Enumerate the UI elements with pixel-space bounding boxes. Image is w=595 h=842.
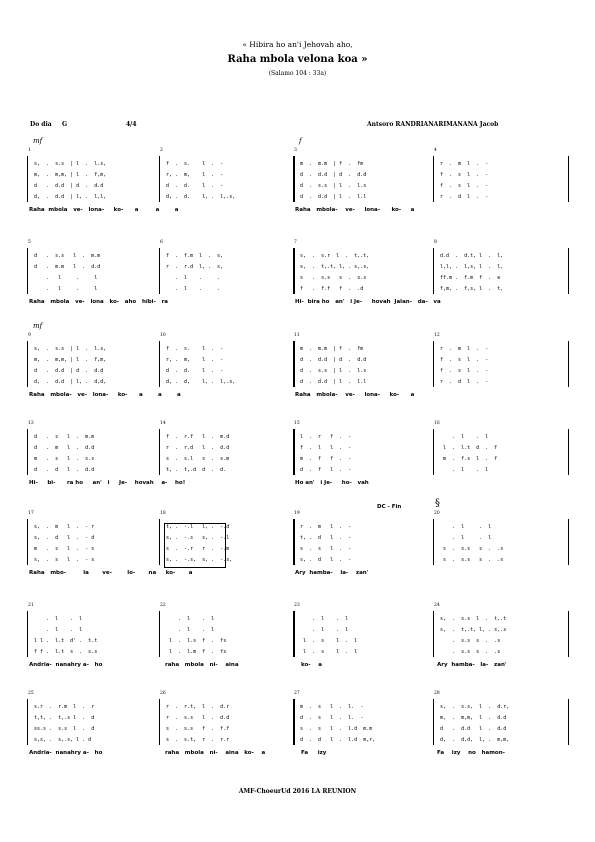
solfa-notes: s, . s.s | l . l.s, m, . m,m, | l . f,m, d . d.d | d . d.d d, . d.d | l, . l,l, xyxy=(34,161,107,200)
barline xyxy=(568,611,569,657)
lyrics-line: raha mbola ni- aina xyxy=(165,662,239,668)
barline xyxy=(293,341,294,387)
solfa-notes: t, . -.l l, . -.d s, . -.s s, . -.l s . -.r r . -.m s, . -.s, s, . -.s, xyxy=(166,524,233,563)
score-system xyxy=(27,691,572,761)
solfa-notes: r . r.t, l . d.r r . s.s l . d.d s . s.s f . f.f s . s.t, r . r.r xyxy=(166,704,230,743)
barline xyxy=(433,341,434,387)
measure xyxy=(159,421,295,481)
lyrics-line: Hi- bira ho an' i Je- hovah Jalan- da- va xyxy=(295,299,441,305)
barline xyxy=(433,156,434,202)
measure xyxy=(27,137,163,208)
measure-number: 28 xyxy=(434,691,440,696)
measure xyxy=(433,603,569,663)
solfa-notes: s, . s.s | l . l.s, m, . m,m, | l . f,m, d . d.d | d . d.d d, . d.d | l, . d,d, xyxy=(34,346,107,385)
measure xyxy=(293,240,429,300)
scripture-reference: (Salamo 104 : 33a) xyxy=(268,70,327,77)
measure-number: 9 xyxy=(28,333,31,338)
measure-number: 11 xyxy=(294,333,300,338)
score-system xyxy=(27,240,572,310)
measure-number: 13 xyxy=(28,421,34,426)
measure xyxy=(27,240,163,300)
barline xyxy=(159,248,160,294)
measure-number: 22 xyxy=(160,603,166,608)
lyrics-line: ko- a xyxy=(301,662,322,668)
measure xyxy=(433,148,569,208)
measure-number: 21 xyxy=(28,603,34,608)
measure xyxy=(433,240,569,300)
measure-number: 20 xyxy=(434,511,440,516)
measure-number: 27 xyxy=(294,691,300,696)
measure-number: 8 xyxy=(434,240,437,245)
key-label: Do dia xyxy=(30,121,52,128)
solfa-notes: s, . s.s l . t,.t s, . t,.t, l, . s,.s . s.s s . .s . s.s s . .s xyxy=(440,616,507,655)
score-system xyxy=(27,603,572,673)
solfa-notes: s.r . r.m l . r t,t, . t,.s l . d ss.s . s.s l . d s,s, . s,.s, l . d xyxy=(34,704,95,743)
measure-number: 23 xyxy=(294,603,300,608)
barline xyxy=(568,156,569,202)
measure xyxy=(433,498,569,571)
barline xyxy=(433,699,434,745)
dynamic-marking: f xyxy=(299,137,302,145)
measure-number: 16 xyxy=(434,421,440,426)
solfa-notes: d.d . d.t, l . l, l,l, . l,s, l . l, ff.m . f.m f . e f,m, . f,s, l . t, xyxy=(440,253,504,292)
barline xyxy=(433,429,434,475)
measure xyxy=(433,691,569,751)
solfa-notes: d . s l . m.m d . m l . d.d m . s l . s.s d . d l . d.d xyxy=(34,434,95,473)
measure-number: 14 xyxy=(160,421,166,426)
barline xyxy=(159,611,160,657)
measure xyxy=(27,322,163,393)
solfa-notes: r . m l . - t, . d l . - s . s l . - s, . d l . - xyxy=(300,524,352,563)
lyrics-line: Raha mbola- ve- lona- ko- a xyxy=(295,392,415,398)
header-line-1: « Hibira ho an'i Jehovah aho, xyxy=(242,40,353,49)
measure xyxy=(293,603,429,663)
solfa-notes: m . m.m | f . fm d . d.d | d . d.d d . s.s | l . l.s d . d.d | l . l.l xyxy=(300,161,367,200)
measure-number: 4 xyxy=(434,148,437,153)
measure xyxy=(159,240,295,300)
score-system xyxy=(27,137,572,218)
measure xyxy=(27,421,163,481)
lyrics-line: Raha mbola- ve- lona- ko- a xyxy=(295,207,415,213)
measure-number: 7 xyxy=(294,240,297,245)
measure-number: 17 xyxy=(28,511,34,516)
time-signature: 4/4 xyxy=(126,121,137,128)
barline xyxy=(27,429,28,475)
measure-number: 18 xyxy=(160,511,166,516)
measure xyxy=(293,137,429,208)
barline xyxy=(159,519,160,565)
lyrics-line: Raha mbola ve- lona ko- aho hibi- ra xyxy=(29,299,169,305)
lyrics-line: Andria- nanahry a- ho xyxy=(29,662,103,668)
barline xyxy=(27,156,28,202)
measure-number: 6 xyxy=(160,240,163,245)
solfa-notes: . l . l l . l.t d . f m . f.s l . f . l . l xyxy=(443,434,498,473)
measure-number: 24 xyxy=(434,603,440,608)
segno-icon: § xyxy=(435,498,440,509)
measure-number: 10 xyxy=(160,333,166,338)
score-system xyxy=(27,421,572,491)
barline xyxy=(159,429,160,475)
barline xyxy=(293,156,294,202)
measure-number: 26 xyxy=(160,691,166,696)
measure-number: 2 xyxy=(160,148,163,153)
lyrics-line: Hi- bi- ra ho an' i Je- hovah a- ho! xyxy=(29,480,186,486)
lyrics-line: raha mbola ni- aina ko- a xyxy=(165,750,266,756)
lyrics-line: Fa izy xyxy=(301,750,327,756)
measure xyxy=(159,333,295,393)
solfa-notes: . l . l . l . l l . l.s f . fs l . l.m f . fs xyxy=(169,616,227,655)
solfa-notes: r . m l . - f . s l . - f . s l . - r . d l . - xyxy=(440,346,489,385)
barline xyxy=(159,699,160,745)
measure xyxy=(159,691,295,751)
solfa-notes: m . m.m | f . fm d . d.d | d . d.d d . s.s | l . l.s d . d.d | l . l.l xyxy=(300,346,367,385)
key-value: G xyxy=(62,121,68,128)
measure xyxy=(27,511,163,571)
lyrics-line: Raha mbola- ve- lona- ko- a a a xyxy=(29,392,181,398)
measure-number: 25 xyxy=(28,691,34,696)
barline xyxy=(293,519,294,565)
solfa-notes: s, . s.s, l . d.r, m, . m,m, l . d.d d . d.d l . d.d d, . d,d, l, . m,m, xyxy=(440,704,510,743)
measure xyxy=(433,421,569,481)
solfa-notes: s, . m l . - r s, . d l . - d m . s l . - s s, . s l . - s xyxy=(34,524,95,563)
solfa-notes: s, . s.r l . t,.t, s, . t,.t, l, . s,.s, s . s.s s . s.s f . f.f f . .d xyxy=(300,253,370,292)
lyrics-line: Andria- nanahry a- ho xyxy=(29,750,103,756)
barline xyxy=(27,611,28,657)
solfa-notes: l . r f . - f . l l . - m . f f . - d . f l . - xyxy=(300,434,352,473)
barline xyxy=(568,699,569,745)
barline xyxy=(568,519,569,565)
score-system xyxy=(27,498,572,581)
solfa-notes: . l . l . l . l l . s l . l l . s l . l xyxy=(303,616,358,655)
measure xyxy=(433,333,569,393)
solfa-notes: r . m l . - f . s l . - f . s l . - r . d l . - xyxy=(440,161,489,200)
barline xyxy=(27,341,28,387)
measure-number: 15 xyxy=(294,421,300,426)
barline xyxy=(27,519,28,565)
barline xyxy=(293,699,294,745)
measure-number: 12 xyxy=(434,333,440,338)
measure xyxy=(159,148,295,208)
barline xyxy=(568,248,569,294)
barline xyxy=(27,699,28,745)
solfa-notes: d . s.s l . m.m d . m.m l . d.d . l . l . l . l xyxy=(34,253,101,292)
barline xyxy=(433,519,434,565)
solfa-notes: f . r.f l . m.d r . r.d l . d.d s . s.l s . s.m t, . t,.d d . d. xyxy=(166,434,230,473)
barline xyxy=(433,611,434,657)
dynamic-marking: mf xyxy=(33,137,43,145)
solfa-notes: f . f.m l . s, r . r.d l, . s, . l . . . l . . xyxy=(166,253,224,292)
lyrics-line: Ho an' i Je- ho- vah xyxy=(295,480,369,486)
measure xyxy=(293,421,429,481)
lyrics-line: Raha mbo- la ve- lo- na ko- a xyxy=(29,570,193,576)
barline xyxy=(433,248,434,294)
measure xyxy=(293,333,429,393)
measure-number: 3 xyxy=(294,148,297,153)
score-system xyxy=(27,322,572,403)
lyrics-line: Fa izy no hamon- xyxy=(437,750,505,756)
barline xyxy=(293,611,294,657)
measure xyxy=(159,603,295,663)
lyrics-line: Raha mbola ve- lona- ko- a a a xyxy=(29,207,179,213)
repeat-mark: DC - Fin xyxy=(377,504,402,510)
solfa-notes: . l . l . l . l s . s.s s . .s s . s.s s . .s xyxy=(443,524,504,563)
page-title: Raha mbola velona koa » xyxy=(227,54,368,65)
dynamic-marking: mf xyxy=(33,322,43,330)
solfa-notes: f . s. l . - r, . m, l . - d . d. l . - d, . d, l, . l,.s, xyxy=(166,346,236,385)
barline xyxy=(27,248,28,294)
measure-number: 19 xyxy=(294,511,300,516)
lyrics-line: Ary hamba- la- zan' xyxy=(295,570,369,576)
barline xyxy=(568,429,569,475)
solfa-notes: . l . l . l . l l l . l.t d' . t.t f f . l.t s . s.s xyxy=(34,616,98,655)
lyrics-line: Ary hamba- la- zan' xyxy=(437,662,507,668)
barline xyxy=(159,156,160,202)
measure xyxy=(159,511,295,571)
measure xyxy=(293,511,429,571)
solfa-notes: m . s l . l. - d . s l . l. - s . s l . l.d m.m d . d l . l.d m,r, xyxy=(300,704,376,743)
measure-number: 1 xyxy=(28,148,31,153)
measure-number: 5 xyxy=(28,240,31,245)
solfa-notes: f . s. l . - r, . m, l . - d . d. l . - d, . d. l, . l,.s, xyxy=(166,161,236,200)
barline xyxy=(293,429,294,475)
measure xyxy=(27,691,163,751)
author: Antsoro RANDRIANARIMANANA Jacob xyxy=(367,121,499,128)
measure xyxy=(293,691,429,751)
barline xyxy=(159,341,160,387)
measure xyxy=(27,603,163,663)
barline xyxy=(568,341,569,387)
footer: AMF-ChoeurUd 2016 LA REUNION xyxy=(238,788,357,795)
barline xyxy=(293,248,294,294)
